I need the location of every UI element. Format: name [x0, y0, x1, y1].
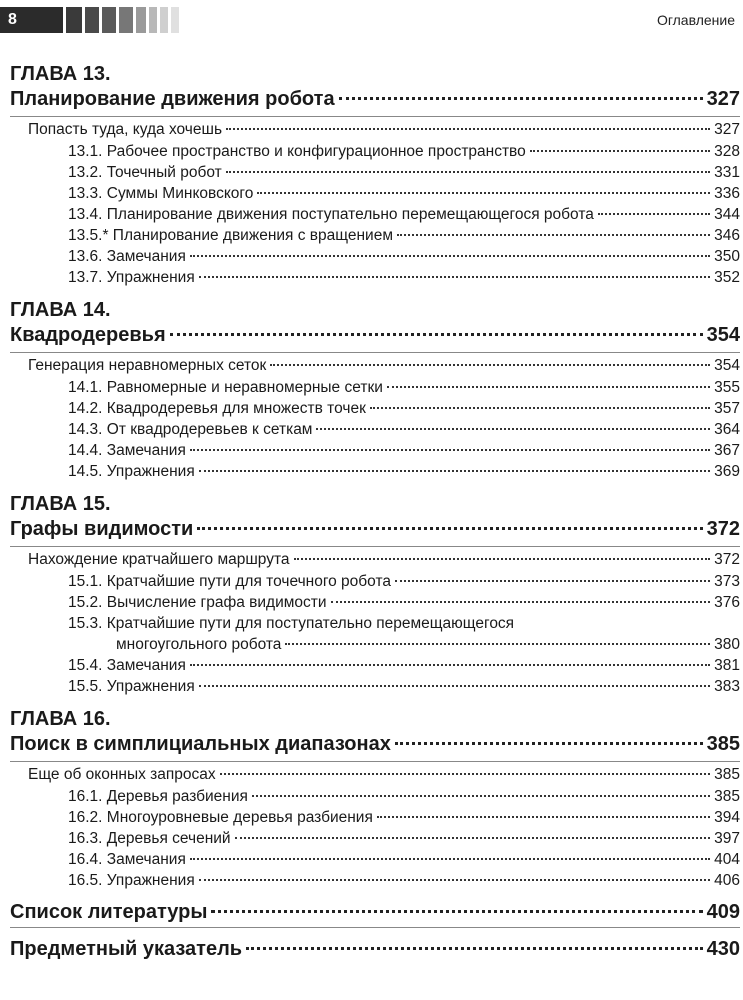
page-number-ref: 357 [714, 400, 740, 417]
entry-title: 16.1. Деревья разбиения [68, 788, 248, 805]
leader-dots [190, 255, 710, 257]
chapter-intro-entry[interactable] [10, 761, 740, 786]
leader-dots [257, 192, 710, 194]
chapter-intro-entry[interactable] [10, 352, 740, 377]
header-decor-block [102, 7, 116, 33]
chapter-label: ГЛАВА 15. [10, 493, 111, 515]
chapter-label: ГЛАВА 16. [10, 708, 111, 730]
section-entry[interactable] [10, 204, 740, 225]
leader-dots [199, 276, 710, 278]
entry-title: Список литературы [10, 901, 208, 923]
page-number-ref: 327 [714, 121, 740, 138]
page-number-ref: 383 [714, 678, 740, 695]
leader-dots [598, 213, 710, 215]
page-number-ref: 350 [714, 248, 740, 265]
leader-dots [331, 601, 711, 603]
entry-title: 15.2. Вычисление графа видимости [68, 594, 327, 611]
section-entry[interactable] [10, 183, 740, 204]
chapter-title-entry[interactable] [10, 86, 740, 112]
page-header [0, 7, 743, 33]
page-number-ref: 331 [714, 164, 740, 181]
leader-dots [170, 333, 703, 336]
leader-dots [246, 947, 703, 950]
section-entry[interactable] [10, 571, 740, 592]
section-entry[interactable] [10, 377, 740, 398]
running-title: Оглавление [656, 12, 735, 28]
leader-dots [226, 171, 710, 173]
leader-dots [199, 879, 710, 881]
page-number-ref: 354 [714, 357, 740, 374]
page-number-ref: 372 [714, 551, 740, 568]
section-entry[interactable] [10, 786, 740, 807]
header-decor-block [171, 7, 179, 33]
page-number: 8 [0, 7, 63, 33]
leader-dots [377, 816, 710, 818]
table-of-contents [10, 52, 740, 964]
page-number-ref: 364 [714, 421, 740, 438]
section-entry[interactable] [10, 461, 740, 482]
entry-title: Поиск в симплициальных диапазонах [10, 733, 391, 755]
leader-dots [397, 234, 710, 236]
header-decor-block [149, 7, 157, 33]
leader-dots [339, 97, 703, 100]
entry-title: 13.1. Рабочее пространство и конфигурационное пространство [68, 143, 526, 160]
section-entry[interactable] [10, 440, 740, 461]
chapter-block [10, 492, 740, 697]
entry-title: Предметный указатель [10, 938, 243, 960]
leader-dots [199, 470, 710, 472]
page-number-ref: 344 [714, 206, 740, 223]
page-number-ref: 380 [714, 636, 740, 653]
section-entry[interactable] [10, 398, 740, 419]
section-entry[interactable] [10, 141, 740, 162]
leader-dots [395, 580, 710, 582]
leader-dots [226, 128, 710, 130]
leader-dots [285, 643, 710, 645]
section-entry[interactable] [10, 655, 740, 676]
entry-title: 16.3. Деревья сечений [68, 830, 231, 847]
section-entry[interactable] [10, 267, 740, 288]
header-decor-block [66, 7, 82, 33]
entry-title: 14.1. Равномерные и неравномерные сетки [68, 379, 383, 396]
page-number-ref: 430 [706, 938, 740, 960]
leader-dots [235, 837, 711, 839]
entry-title: 15.3. Кратчайшие пути для поступательно перемещающегося [68, 615, 515, 632]
leader-dots [252, 795, 710, 797]
page-number-ref: 372 [706, 518, 740, 540]
entry-title: 13.2. Точечный робот [68, 164, 222, 181]
entry-title: 14.3. От квадродеревьев к сеткам [68, 421, 313, 438]
entry-title: 13.7. Упражнения [68, 269, 195, 286]
page-number-ref: 397 [714, 830, 740, 847]
section-entry[interactable] [10, 613, 740, 655]
entry-title: 13.6. Замечания [68, 248, 186, 265]
entry-title: 15.4. Замечания [68, 657, 186, 674]
entry-title: Квадродеревья [10, 324, 166, 346]
chapter-title-entry[interactable] [10, 731, 740, 757]
leader-dots [211, 910, 702, 913]
header-decor-block [160, 7, 168, 33]
section-entry[interactable] [10, 849, 740, 870]
entry-title: Еще об оконных запросах [28, 766, 216, 783]
leader-dots [190, 449, 710, 451]
chapter-title-entry[interactable] [10, 322, 740, 348]
entry-title: 15.5. Упражнения [68, 678, 195, 695]
entry-title: 16.2. Многоуровневые деревья разбиения [68, 809, 373, 826]
page-number-ref: 404 [714, 851, 740, 868]
header-decor-block [119, 7, 133, 33]
entry-title-cont: многоугольного робота [116, 636, 282, 653]
leader-dots [316, 428, 710, 430]
page-number-ref: 328 [714, 143, 740, 160]
leader-dots [270, 364, 710, 366]
section-entry[interactable] [10, 807, 740, 828]
section-entry[interactable] [10, 828, 740, 849]
leader-dots [197, 527, 702, 530]
entry-title: 14.4. Замечания [68, 442, 186, 459]
entry-title: 13.4. Планирование движения поступательно перемещающегося робота [68, 206, 594, 223]
entry-title: 16.4. Замечания [68, 851, 186, 868]
chapter-title-entry[interactable] [10, 516, 740, 542]
page-number-ref: 373 [714, 573, 740, 590]
leader-dots [530, 150, 710, 152]
chapter-intro-entry[interactable] [10, 116, 740, 141]
entry-title: 14.5. Упражнения [68, 463, 195, 480]
page-number-ref: 385 [714, 766, 740, 783]
page-number-ref: 376 [714, 594, 740, 611]
header-decor-block [136, 7, 146, 33]
entry-title: 14.2. Квадродеревья для множеств точек [68, 400, 366, 417]
leader-dots [395, 742, 703, 745]
page-number-ref: 327 [706, 88, 740, 110]
page-number-ref: 394 [714, 809, 740, 826]
chapter-label: ГЛАВА 14. [10, 299, 111, 321]
chapter-label: ГЛАВА 13. [10, 63, 111, 85]
page-number-ref: 355 [714, 379, 740, 396]
back-matter-entry[interactable] [10, 899, 740, 928]
page-number-ref: 381 [714, 657, 740, 674]
entry-title: Попасть туда, куда хочешь [28, 121, 223, 138]
leader-dots [387, 386, 710, 388]
section-entry[interactable] [10, 225, 740, 246]
leader-dots [190, 664, 710, 666]
page-number-ref: 352 [714, 269, 740, 286]
page-number-ref: 409 [706, 901, 740, 923]
header-decor-block [85, 7, 99, 33]
entry-title: Нахождение кратчайшего маршрута [28, 551, 290, 568]
page-number-ref: 336 [714, 185, 740, 202]
entry-continuation [68, 634, 740, 655]
leader-dots [220, 773, 710, 775]
entry-title: 13.3. Суммы Минковского [68, 185, 254, 202]
entry-title: 13.5.* Планирование движения с вращением [68, 227, 393, 244]
section-entry[interactable] [10, 592, 740, 613]
entry-title: Генерация неравномерных сеток [28, 357, 267, 374]
section-entry[interactable] [10, 162, 740, 183]
page-number-ref: 354 [706, 324, 740, 346]
leader-dots [199, 685, 710, 687]
chapter-block [10, 298, 740, 482]
section-entry[interactable] [10, 870, 740, 891]
entry-title: Графы видимости [10, 518, 194, 540]
entry-title: 15.1. Кратчайшие пути для точечного робота [68, 573, 392, 590]
leader-dots [294, 558, 711, 560]
chapter-block [10, 707, 740, 891]
page-number-ref: 346 [714, 227, 740, 244]
section-entry[interactable] [10, 246, 740, 267]
entry-title: 16.5. Упражнения [68, 872, 195, 889]
page-number-ref: 369 [714, 463, 740, 480]
leader-dots [370, 407, 710, 409]
section-entry[interactable] [10, 676, 740, 697]
back-matter-entry[interactable] [10, 936, 740, 964]
page-number-ref: 385 [714, 788, 740, 805]
section-entry[interactable] [10, 419, 740, 440]
page-number-ref: 406 [714, 872, 740, 889]
chapter-intro-entry[interactable] [10, 546, 740, 571]
page-number-ref: 385 [706, 733, 740, 755]
chapter-block [10, 62, 740, 288]
entry-title: Планирование движения робота [10, 88, 335, 110]
page-number-ref: 367 [714, 442, 740, 459]
leader-dots [190, 858, 710, 860]
